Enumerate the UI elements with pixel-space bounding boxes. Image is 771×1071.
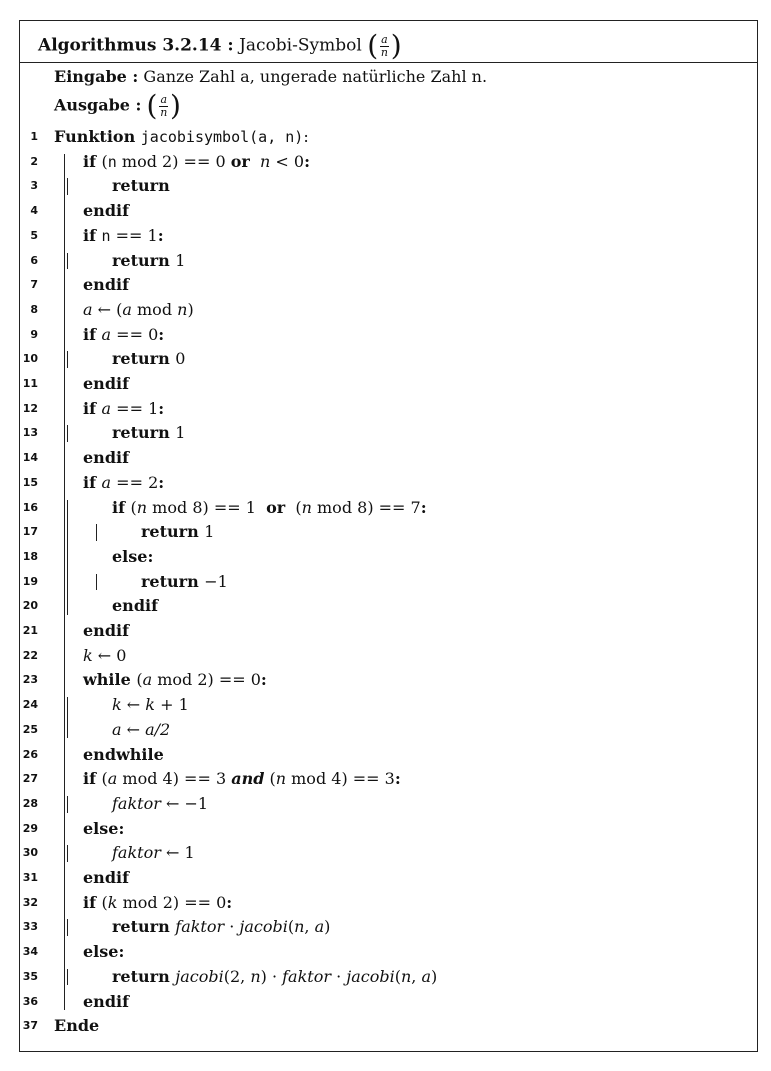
block-indent-bar [67, 500, 68, 616]
line-number: 6 [30, 253, 38, 267]
code-token: : [420, 497, 427, 517]
code-line [83, 372, 129, 396]
code-token: endwhile [83, 744, 164, 764]
code-token: ( [287, 917, 295, 937]
code-token: ← −1 [160, 793, 209, 813]
code-token: == 0 [111, 324, 159, 344]
block-indent-bar [67, 796, 68, 813]
code-token: if [112, 497, 131, 517]
code-token: : [158, 324, 165, 344]
code-line [83, 940, 124, 964]
code-line [112, 693, 189, 717]
code-token: endif [112, 596, 158, 616]
code-token: · [224, 917, 240, 937]
code-line [112, 496, 427, 520]
output-frac-numerator: a [160, 92, 168, 106]
code-token: endif [83, 448, 129, 468]
code-token: mod 8) == 7 [311, 497, 421, 517]
code-token: : [157, 225, 164, 245]
code-line [112, 594, 158, 618]
line-number: 14 [22, 451, 38, 465]
title-frac-numerator: a [381, 32, 388, 46]
code-token: a [142, 670, 153, 690]
code-token: ) [187, 299, 194, 319]
code-line [83, 273, 129, 297]
code-token: else: [83, 942, 125, 962]
code-token: faktor [282, 966, 331, 986]
code-token: endif [83, 991, 129, 1011]
code-token: , [304, 917, 315, 937]
code-token: == 1 [111, 398, 159, 418]
code-line [83, 323, 164, 347]
block-indent-bar [67, 845, 68, 862]
output-fraction: ( $\frac{a}{n}$ ) [146, 89, 181, 122]
code-token: a [314, 917, 325, 937]
line-number: 33 [22, 920, 38, 934]
code-line [83, 397, 164, 421]
code-token: return [112, 423, 176, 443]
line-number: 23 [22, 673, 38, 687]
output-spec [54, 89, 181, 122]
code-token: or [266, 497, 286, 517]
line-number: 3 [30, 179, 38, 193]
code-token: ( [394, 966, 401, 986]
code-line [112, 545, 153, 569]
code-token: ) [431, 966, 438, 986]
code-token: n [107, 152, 117, 171]
line-number: 1 [30, 130, 38, 143]
code-token: jacobisymbol(a, n) [140, 128, 304, 146]
code-token: −1 [204, 571, 228, 591]
code-line [83, 644, 126, 668]
input-label: Eingabe : [54, 67, 139, 86]
input-text: Ganze Zahl a, ungerade natürliche Zahl n. [143, 67, 488, 86]
line-number: 31 [22, 871, 38, 884]
code-token: == 1 [110, 225, 158, 245]
line-number: 29 [22, 821, 38, 835]
line-number: 32 [22, 895, 38, 909]
code-line [83, 619, 129, 643]
code-token: endif [83, 275, 129, 295]
code-line [112, 249, 185, 273]
code-token: k [107, 892, 118, 912]
code-token: Ende [54, 1016, 100, 1036]
block-indent-bar [96, 524, 97, 541]
line-number: 26 [22, 747, 38, 761]
code-token: ( [264, 769, 276, 789]
code-line [112, 841, 195, 865]
code-line [83, 199, 129, 223]
output-label: Ausgabe : [54, 95, 142, 115]
code-token: faktor [175, 917, 225, 937]
line-number: 22 [22, 648, 38, 662]
code-token: return [112, 349, 176, 369]
code-token: n [275, 769, 287, 789]
code-token: + 1 [154, 695, 189, 715]
code-token: : [394, 769, 401, 789]
code-token: n [177, 299, 188, 319]
code-line [141, 570, 228, 594]
code-token: 1 [175, 250, 186, 270]
code-token: a [421, 966, 431, 986]
function-body-bar [64, 154, 65, 1011]
code-line [112, 965, 437, 989]
code-token: mod 2) == 0 [152, 670, 261, 690]
code-token: · [331, 966, 347, 986]
block-indent-bar [67, 425, 68, 442]
line-number: 13 [22, 426, 38, 440]
code-token: == 2 [111, 472, 159, 492]
block-indent-bar [67, 178, 68, 195]
code-token: k [145, 695, 155, 715]
code-token: n [101, 226, 111, 245]
code-token: return [112, 176, 170, 196]
code-token: mod [131, 299, 178, 319]
code-token: mod 4) == 3 [117, 769, 232, 789]
code-line [54, 125, 309, 149]
code-token: a [101, 472, 112, 492]
code-token: ( [101, 769, 108, 789]
code-token: n [136, 497, 148, 517]
line-number: 17 [22, 525, 38, 539]
line-number: 34 [22, 945, 38, 959]
code-token: mod 8) == 1 [147, 497, 267, 517]
code-token: return [112, 917, 176, 937]
line-number: 9 [30, 327, 38, 341]
code-token: Funktion [54, 127, 141, 146]
line-number: 37 [22, 1019, 38, 1033]
block-indent-bar [67, 697, 68, 738]
code-token: return [112, 966, 176, 986]
line-number: 11 [22, 377, 38, 390]
line-number: 20 [22, 599, 38, 613]
code-line [83, 150, 310, 174]
title-frac-denominator: n [380, 45, 388, 59]
code-line [83, 990, 129, 1014]
code-token: a [101, 398, 112, 418]
code-token: mod 2) == 0 [117, 892, 227, 912]
line-number: 24 [22, 698, 38, 712]
code-token: if [83, 892, 102, 912]
code-token: : [158, 398, 165, 418]
code-line [112, 792, 208, 816]
code-line [112, 174, 170, 198]
code-token: ( [130, 497, 137, 517]
code-token: ← [121, 695, 146, 715]
code-token: ← 0 [92, 645, 127, 665]
line-number: 21 [22, 624, 38, 637]
output-frac-denominator: n [160, 105, 168, 119]
code-token: ( [101, 151, 108, 171]
algorithm-title-bar [20, 21, 757, 63]
line-number: 8 [30, 302, 38, 316]
line-number: 36 [22, 994, 38, 1008]
code-token: : [304, 151, 310, 171]
code-line [112, 347, 185, 371]
line-number: 18 [22, 549, 38, 563]
code-line [83, 668, 267, 692]
code-line [83, 767, 401, 791]
line-number: 10 [22, 352, 38, 366]
algorithm-label: Algorithmus 3.2.14 : [38, 35, 234, 56]
code-token: endif [83, 868, 129, 887]
code-line [54, 1014, 99, 1038]
code-line [83, 891, 232, 915]
code-token: : [158, 472, 165, 492]
code-token: n [250, 966, 261, 986]
code-token: endif [83, 621, 129, 640]
code-token: endif [83, 201, 129, 221]
code-token: ( [101, 892, 108, 912]
line-number: 12 [22, 401, 38, 415]
code-token: mod 4) == 3 [286, 769, 395, 789]
code-token: ← [121, 719, 146, 739]
code-token: k [112, 695, 122, 715]
code-line [83, 866, 129, 890]
algorithm-box [19, 20, 758, 1052]
code-token: else: [112, 546, 154, 566]
code-line [83, 224, 164, 248]
code-token: a [107, 769, 118, 789]
code-line [83, 298, 194, 322]
line-number: 16 [22, 500, 38, 514]
code-token: k [83, 645, 93, 665]
code-token: n [259, 151, 271, 171]
code-token: if [83, 324, 102, 344]
code-token: : [303, 127, 309, 146]
code-token: (2, [223, 966, 251, 986]
code-token: jacobi [175, 966, 224, 986]
block-indent-bar [67, 253, 68, 270]
code-token: if [83, 225, 102, 245]
code-line [83, 446, 129, 470]
code-token: return [141, 522, 205, 542]
code-token: and [231, 769, 265, 789]
code-token: faktor [112, 793, 161, 813]
code-token: a [122, 299, 132, 319]
line-number: 27 [22, 772, 38, 786]
input-spec [54, 67, 487, 86]
code-token: endif [83, 374, 129, 393]
code-token: if [83, 472, 102, 492]
code-token: 1 [204, 522, 215, 542]
code-token: < 0 [270, 151, 305, 171]
code-token: a/2 [145, 719, 171, 739]
line-number: 2 [30, 154, 38, 168]
code-token: return [112, 250, 176, 270]
algorithm-title [38, 29, 402, 62]
code-token: , [411, 966, 422, 986]
code-token: or [230, 151, 250, 171]
code-token: ) [324, 917, 331, 937]
line-number: 4 [30, 204, 38, 218]
block-indent-bar [67, 351, 68, 368]
line-number: 25 [22, 722, 38, 736]
code-line [112, 421, 185, 445]
code-token: ← ( [92, 299, 123, 319]
code-token: ) · [260, 966, 283, 986]
code-token: 1 [175, 423, 186, 443]
code-token: jacobi [346, 966, 395, 986]
code-token: return [141, 571, 205, 591]
code-token: if [83, 151, 102, 171]
code-token: : [226, 892, 233, 912]
code-token: else: [83, 818, 125, 838]
code-line [83, 817, 124, 841]
code-token: jacobi [239, 917, 288, 937]
code-token: while [83, 670, 137, 690]
code-token [250, 152, 260, 171]
line-number: 28 [22, 796, 38, 810]
code-token: ( [136, 670, 143, 690]
code-token: ← 1 [160, 843, 195, 863]
code-token: if [83, 398, 102, 418]
title-fraction: ( $\frac{a}{n}$ ) [367, 29, 402, 62]
code-line [112, 915, 330, 939]
code-token: a [112, 719, 122, 739]
line-number: 7 [30, 278, 38, 292]
code-token: a [101, 324, 112, 344]
line-number: 5 [30, 228, 38, 242]
code-token: n [301, 497, 312, 517]
code-token: n [400, 966, 412, 986]
line-number: 15 [22, 475, 38, 489]
line-number: 35 [22, 969, 38, 983]
code-token: a [83, 299, 93, 319]
code-line [112, 718, 170, 742]
block-indent-bar [67, 969, 68, 986]
code-line [83, 471, 164, 495]
code-token: mod 2) == 0 [116, 151, 231, 171]
code-token: if [83, 769, 102, 789]
code-token: faktor [112, 843, 161, 863]
block-indent-bar [67, 919, 68, 936]
code-token: 0 [175, 349, 186, 369]
code-token: : [260, 670, 267, 690]
line-number: 30 [22, 846, 38, 860]
code-token: ( [285, 497, 302, 517]
algorithm-name: Jacobi-Symbol [239, 35, 362, 56]
code-line [141, 520, 214, 544]
line-number: 19 [22, 574, 38, 588]
code-token: n [294, 917, 305, 937]
block-indent-bar [96, 574, 97, 591]
code-line [83, 743, 164, 767]
